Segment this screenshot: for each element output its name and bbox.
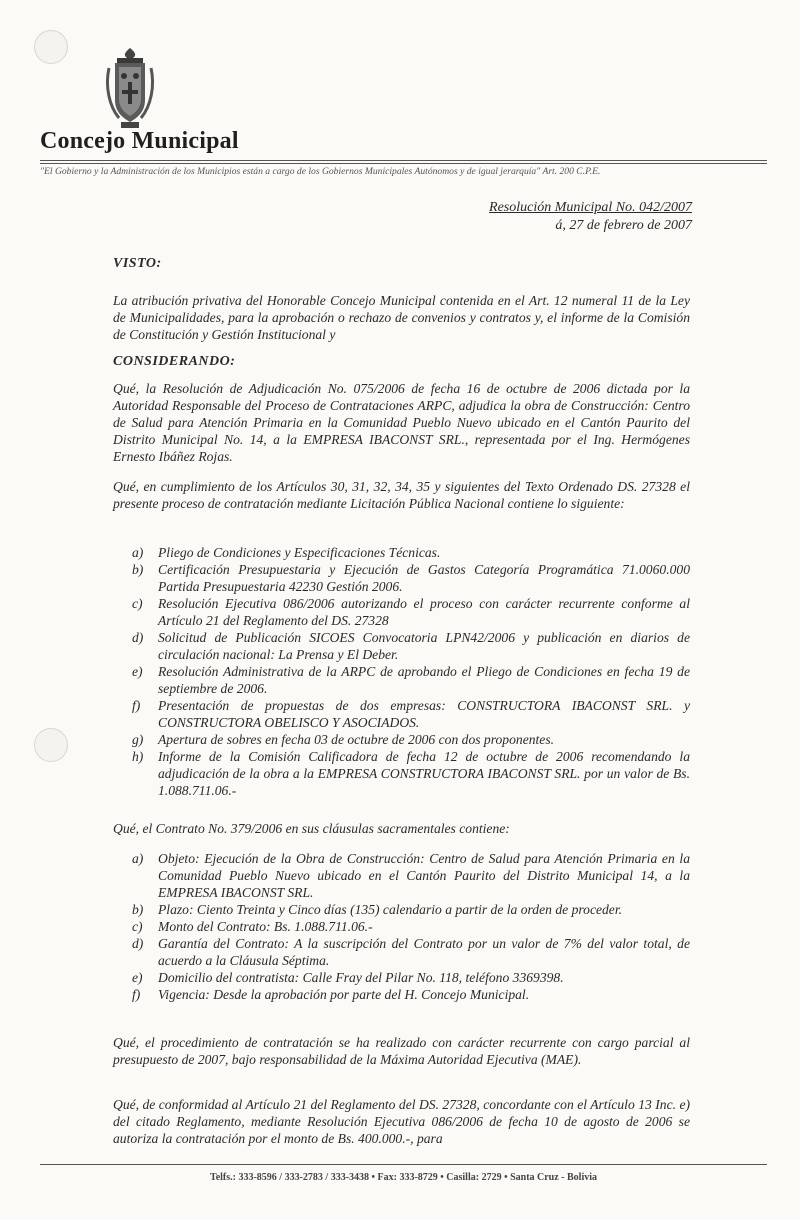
list-item	[126, 748, 690, 799]
considerando-paragraph-3: Qué, el Contrato No. 379/2006 en sus cláusulas sacramentales contiene:	[113, 821, 510, 836]
list-item	[126, 731, 690, 748]
resolution-date: á, 27 de febrero de 2007	[555, 218, 692, 233]
contract-clauses-list	[126, 850, 690, 1003]
considerando-paragraph-2: Qué, en cumplimiento de los Artículos 30, 31, 32, 34, 35 y siguientes del Texto Ordenado DS. 27328 el presente proceso de contratación mediante Licitación Pública Nacional contiene lo siguiente:	[113, 479, 690, 511]
resolution-number: Resolución Municipal No. 042/2007	[489, 200, 692, 215]
list-item-text: Resolución Ejecutiva 086/2006 autorizando el proceso con carácter recurrente conforme al Artículo 21 del Reglamento del DS. 27328	[158, 596, 690, 628]
visto-paragraph: La atribución privativa del Honorable Concejo Municipal contenida en el Art. 12 numeral 11 de la Ley de Municipalidades, para la aprobación o rechazo de convenios y contratos y, el informe de la Comisión de Constitución y Gestión Institucional y	[113, 293, 690, 342]
list-item-text: Presentación de propuestas de dos empresas: CONSTRUCTORA IBACONST SRL. y CONSTRUCTORA OBELISCO Y ASOCIADOS.	[158, 698, 690, 730]
list-item	[126, 986, 690, 1003]
footer-contact: Telfs.: 333-8596 / 333-2783 / 333-3438 • Fax: 333-8729 • Casilla: 2729 • Santa Cruz - Bolivia	[209, 1172, 598, 1183]
list-item	[126, 901, 690, 918]
list-item	[126, 629, 690, 663]
list-item-letter: a)	[132, 851, 144, 866]
header-motto: "El Gobierno y la Administración de los Municipios están a cargo de los Gobiernos Municipales Autónomos y de igual jerarquía" Art. 200 C.P.E.	[40, 166, 601, 177]
list-item-letter: d)	[132, 936, 144, 951]
list-item-text: Solicitud de Publicación SICOES Convocatoria LPN42/2006 y publicación en diarios de circulación nacional: La Prensa y El Deber.	[158, 630, 690, 662]
list-item	[126, 969, 690, 986]
list-item-letter: e)	[132, 664, 143, 679]
binder-hole-middle	[34, 728, 68, 762]
list-item-letter: d)	[132, 630, 144, 645]
list-item-letter: f)	[132, 987, 141, 1002]
list-item-letter: c)	[132, 596, 143, 611]
list-item-text: Objeto: Ejecución de la Obra de Construcción: Centro de Salud para Atención Primaria en la Comunidad Pueblo Nuevo ubicado en el Cantón Paurito del Distrito Municipal 14, a la EMPRESA IBACONST SRL.	[158, 851, 690, 900]
list-item-letter: a)	[132, 545, 144, 560]
header-rule-top	[40, 160, 767, 161]
list-item-text: Monto del Contrato: Bs. 1.088.711.06.-	[158, 919, 373, 934]
binder-hole-top	[34, 30, 68, 64]
list-item-text: Apertura de sobres en fecha 03 de octubre de 2006 con dos proponentes.	[158, 732, 555, 747]
list-item-text: Garantía del Contrato: A la suscripción del Contrato por un valor de 7% del valor total, de acuerdo a la Cláusula Séptima.	[158, 936, 690, 968]
list-item	[126, 935, 690, 969]
list-item-letter: e)	[132, 970, 143, 985]
list-item-letter: c)	[132, 919, 143, 934]
list-item-text: Vigencia: Desde la aprobación por parte del H. Concejo Municipal.	[158, 987, 530, 1002]
considerando-heading: CONSIDERANDO:	[113, 354, 236, 369]
list-item-text: Domicilio del contratista: Calle Fray del Pilar No. 118, teléfono 3369398.	[158, 970, 564, 985]
list-item-letter: b)	[132, 562, 144, 577]
list-item	[126, 595, 690, 629]
considerando-paragraph-4: Qué, el procedimiento de contratación se ha realizado con carácter recurrente con cargo parcial al presupuesto de 2007, bajo responsabilidad de la Máxima Autoridad Ejecutiva (MAE).	[113, 1035, 690, 1067]
list-item-text: Plazo: Ciento Treinta y Cinco días (135) calendario a partir de la orden de proceder.	[158, 902, 623, 917]
footer-rule	[40, 1164, 767, 1165]
list-item-letter: f)	[132, 698, 141, 713]
list-item	[126, 918, 690, 935]
list-item-letter: g)	[132, 732, 144, 747]
requirements-list	[126, 544, 690, 799]
considerando-paragraph-5: Qué, de conformidad al Artículo 21 del Reglamento del DS. 27328, concordante con el Artículo 13 Inc. e) del citado Reglamento, mediante Resolución Ejecutiva 086/2006 de fecha 10 de agosto de 2006 se autoriza la contratación por el monto de Bs. 400.000.-, para	[113, 1097, 690, 1146]
list-item-text: Pliego de Condiciones y Especificaciones Técnicas.	[158, 545, 441, 560]
organization-name: Concejo Municipal	[40, 128, 239, 154]
visto-heading: VISTO:	[113, 256, 162, 271]
list-item-letter: b)	[132, 902, 144, 917]
list-item-text: Informe de la Comisión Calificadora de fecha 12 de octubre de 2006 recomendando la adjudicación de la obra a la EMPRESA CONSTRUCTORA IBACONST SRL. por un valor de Bs. 1.088.711.06.-	[158, 749, 690, 798]
list-item	[126, 850, 690, 901]
municipal-crest-logo	[103, 46, 157, 132]
list-item-letter: h)	[132, 749, 144, 764]
list-item	[126, 561, 690, 595]
list-item	[126, 697, 690, 731]
list-item	[126, 544, 690, 561]
considerando-paragraph-1: Qué, la Resolución de Adjudicación No. 075/2006 de fecha 16 de octubre de 2006 dictada por la Autoridad Responsable del Proceso de Contrataciones ARPC, adjudica la obra de Construcción: Centro de Salud para Atención Primaria en la Comunidad Pueblo Nuevo ubicado en el Cantón Paurito del Distrito Municipal No. 14, a la EMPRESA IBACONST SRL., representada por el Ing. Hermógenes Ernesto Ibáñez Rojas.	[113, 381, 690, 464]
header-rule-bottom	[40, 163, 767, 164]
list-item-text: Certificación Presupuestaria y Ejecución de Gastos Categoría Programática 71.0060.000 Partida Presupuestaria 42230 Gestión 2006.	[158, 562, 690, 594]
list-item-text: Resolución Administrativa de la ARPC de aprobando el Pliego de Condiciones en fecha 19 de septiembre de 2006.	[158, 664, 690, 696]
list-item	[126, 663, 690, 697]
